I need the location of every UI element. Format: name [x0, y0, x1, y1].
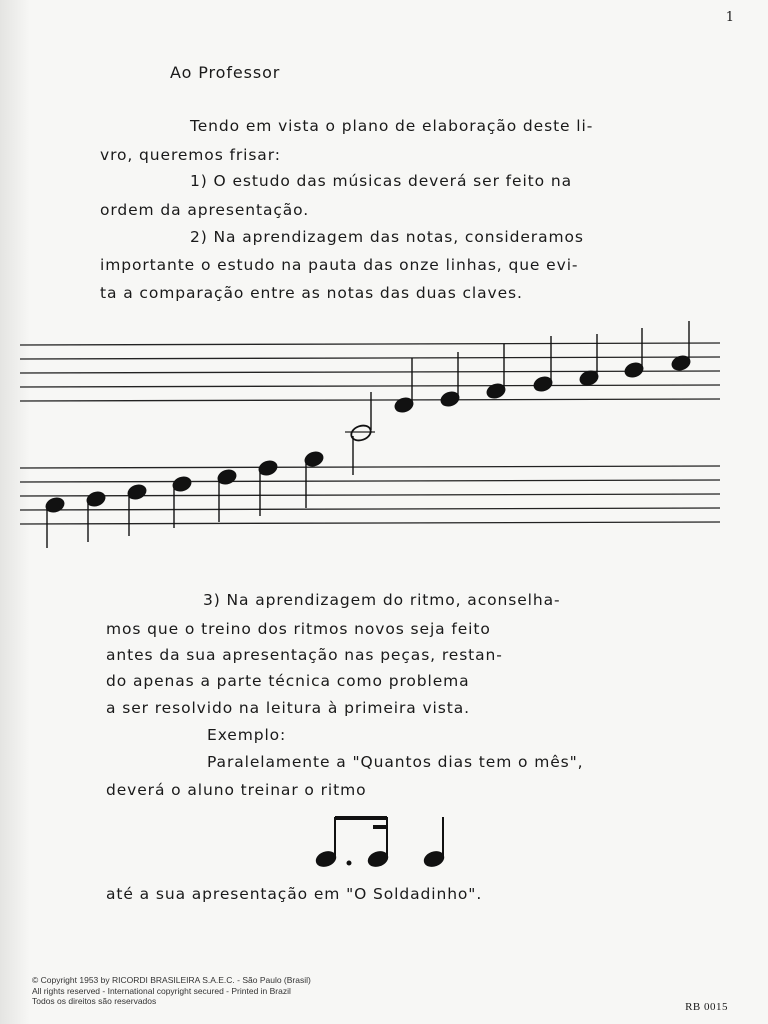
item3-line2: mos que o treino dos ritmos novos seja feito: [106, 620, 491, 638]
item3-line4: do apenas a parte técnica como problema: [106, 672, 470, 690]
note-15: [670, 321, 691, 372]
item2-line3: ta a comparação entre as notas das duas claves.: [100, 284, 523, 302]
note-8-open: [349, 392, 373, 475]
note-2: [85, 490, 106, 542]
note-13: [578, 334, 599, 387]
example-line2: deverá o aluno treinar o ritmo: [106, 781, 367, 799]
item3-line1: 3) Na aprendizagem do ritmo, aconselha-: [203, 591, 561, 609]
eleven-line-staff: [0, 320, 768, 555]
paragraph1-line1: Tendo em vista o plano de elaboração deste li-: [190, 117, 594, 135]
page-number: 1: [725, 10, 734, 25]
item3-line5: a ser resolvido na leitura à primeira vista.: [106, 699, 470, 717]
item2-line1: 2) Na aprendizagem das notas, consideramos: [190, 228, 584, 246]
item1-line1: 1) O estudo das músicas deverá ser feito na: [190, 172, 572, 190]
note-1: [44, 496, 65, 548]
note-12: [532, 336, 553, 393]
example-line1: Paralelamente a "Quantos dias tem o mês",: [207, 753, 584, 771]
closing-line: até a sua apresentação em "O Soldadinho".: [106, 885, 483, 903]
rhythm-beam: [335, 816, 387, 820]
rhythm-dot: [347, 861, 351, 865]
note-14: [623, 328, 644, 379]
rhythm-partial-beam: [373, 825, 387, 829]
catalog-number: RB 0015: [685, 1001, 728, 1013]
item1-line2: ordem da apresentação.: [100, 201, 310, 219]
page-title: Ao Professor: [170, 63, 281, 82]
note-4: [171, 475, 192, 528]
note-6: [257, 459, 278, 516]
item2-line2: importante o estudo na pauta das onze linhas, que evi-: [100, 256, 579, 274]
footer-line-3: Todos os direitos são reservados: [32, 996, 157, 1006]
footer-line-1: © Copyright 1953 by RICORDI BRASILEIRA S.A.E.C. - São Paulo (Brasil): [32, 975, 311, 985]
footer-line-2: All rights reserved - International copyright secured - Printed in Brazil: [32, 985, 291, 996]
item3-line3: antes da sua apresentação nas peças, restan-: [106, 646, 503, 664]
copyright-footer: [32, 975, 311, 1007]
paragraph1-line2: vro, queremos frisar:: [100, 146, 281, 164]
example-label: Exemplo:: [207, 726, 287, 744]
note-10: [439, 352, 460, 408]
rhythm-example: [300, 808, 460, 878]
note-7: [303, 450, 324, 508]
